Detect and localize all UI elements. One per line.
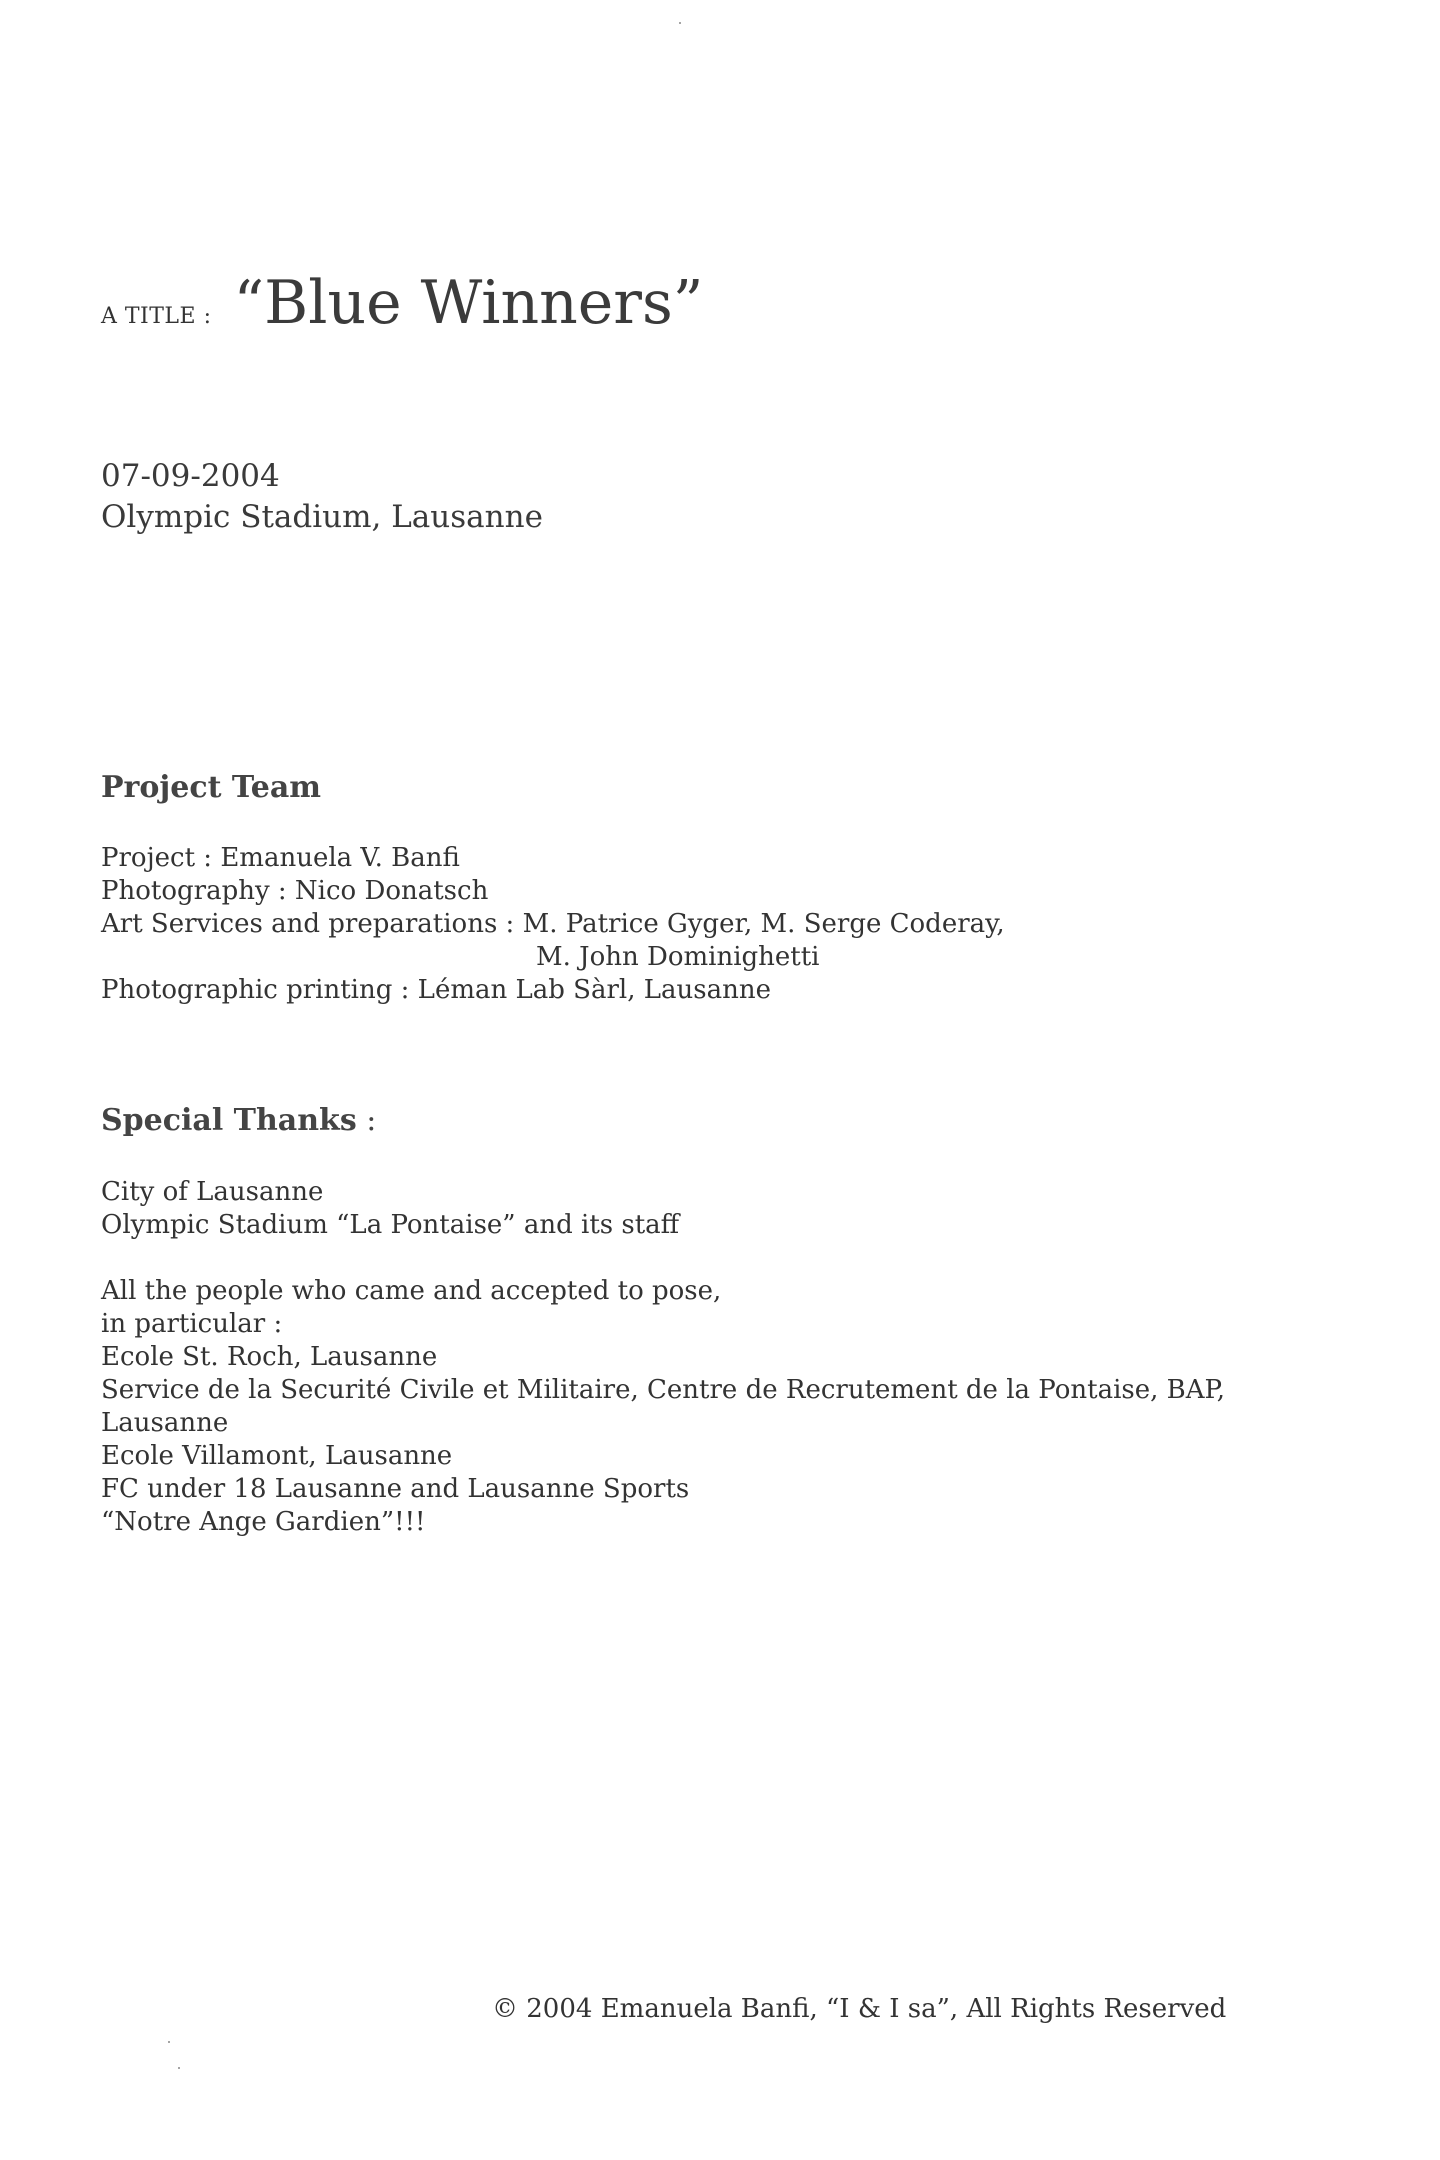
thanks-line: in particular : (101, 1309, 283, 1339)
copyright-notice: © 2004 Emanuela Banfi, “I & I sa”, All Rights Reserved (492, 1994, 1227, 2024)
thanks-line: Olympic Stadium “La Pontaise” and its staff (101, 1210, 680, 1240)
thanks-line: Service de la Securité Civile et Militaire, Centre de Recrutement de la Pontaise, BAP, (101, 1375, 1226, 1405)
thanks-line: Ecole St. Roch, Lausanne (101, 1342, 438, 1372)
team-line-project: Project : Emanuela V. Banfi (101, 843, 460, 873)
title-prefix: A TITLE : (101, 304, 212, 329)
thanks-spacer (101, 1242, 1225, 1275)
special-thanks-heading (101, 1103, 376, 1138)
scan-speck (168, 2041, 170, 2043)
special-thanks-list (101, 1176, 1225, 1539)
team-line-photography: Photography : Nico Donatsch (101, 876, 489, 906)
thanks-line: All the people who came and accepted to pose, (101, 1276, 722, 1306)
title-row (101, 268, 703, 338)
team-line-printing: Photographic printing : Léman Lab Sàrl, Lausanne (101, 975, 771, 1005)
project-team-heading: Project Team (101, 770, 322, 805)
event-info (101, 456, 543, 538)
scan-speck (178, 2067, 180, 2069)
event-location: Olympic Stadium, Lausanne (101, 499, 543, 535)
thanks-line: “Notre Ange Gardien”!!! (101, 1507, 426, 1537)
scan-speck (679, 22, 681, 24)
thanks-line: Ecole Villamont, Lausanne (101, 1441, 453, 1471)
thanks-line: City of Lausanne (101, 1177, 324, 1207)
team-line-art-services-continued: M. John Dominighetti (536, 942, 820, 972)
event-date: 07-09-2004 (101, 458, 280, 494)
team-line-art-services: Art Services and preparations : M. Patrice Gyger, M. Serge Coderay, (101, 909, 1005, 939)
thanks-line: Lausanne (101, 1408, 229, 1438)
project-team-list (101, 842, 1005, 1007)
document-title: “Blue Winners” (233, 268, 704, 338)
special-thanks-heading-suffix: : (356, 1103, 377, 1138)
special-thanks-heading-text: Special Thanks (101, 1103, 357, 1138)
thanks-line: FC under 18 Lausanne and Lausanne Sports (101, 1474, 690, 1504)
